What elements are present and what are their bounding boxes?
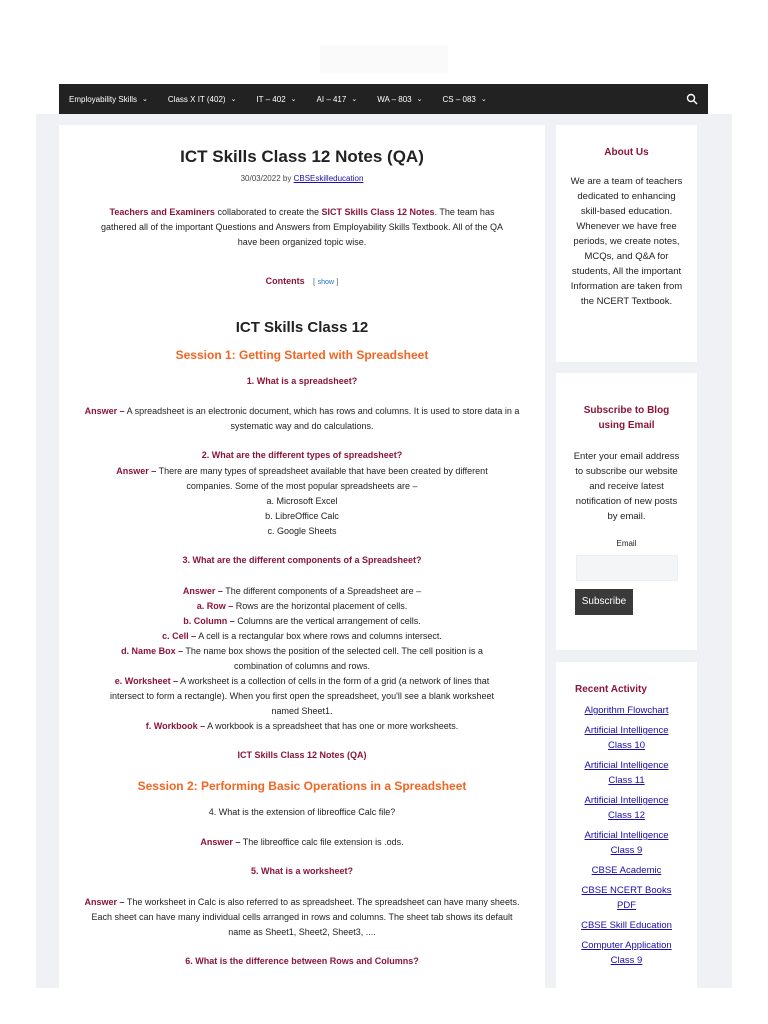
- component-name-box: [59, 644, 545, 674]
- question-3: 3. What are the different components of a Spreadsheet?: [182, 555, 422, 565]
- answer-label: Answer –: [84, 406, 125, 416]
- intro-highlight: SICT Skills Class 12 Notes: [321, 207, 435, 217]
- component-row: [59, 599, 545, 614]
- about-us-widget: [556, 125, 697, 362]
- term-label: e. Worksheet –: [114, 676, 179, 686]
- about-us-text: We are a team of teachers dedicated to enhancing skill-based education. Whenever we have free periods, we create notes, MCQs, and Q&A for students, All the important Information are taken from the NCERT Textbook.: [570, 176, 683, 307]
- subscribe-widget: [556, 373, 697, 650]
- question-2: 2. What are the different types of spreadsheet?: [201, 450, 403, 460]
- chevron-down-icon: ⌄: [480, 96, 487, 103]
- answer-5: [59, 895, 545, 940]
- email-field[interactable]: [576, 555, 678, 581]
- component-column: [59, 614, 545, 629]
- nav-item-class-x-it[interactable]: [158, 84, 247, 114]
- recent-link-cbse-skill-education[interactable]: CBSE Skill Education: [581, 920, 672, 931]
- intro-text: . The team has gathered all of the important Questions and Answers from Employability Skills Textbook. All of the QA have been organized topic wise.: [100, 207, 504, 247]
- answer-label: Answer –: [84, 897, 125, 907]
- contents-toggle-close: ]: [336, 279, 339, 286]
- answer-label: Answer –: [116, 466, 157, 476]
- main-navigation: [59, 84, 708, 114]
- intro-text: collaborated to create the: [214, 207, 322, 217]
- answer-text: The worksheet in Calc is also referred to as spreadsheet. The spreadsheet can have many sheets. Each sheet can have many individual cells arranged in rows and columns. The sheet tab shows its default name as Sheet1, Sheet2, Sheet3, ....: [91, 897, 520, 937]
- answer-4: [59, 835, 545, 850]
- term-label: b. Column –: [183, 616, 235, 626]
- chevron-down-icon: ⌄: [142, 96, 148, 103]
- list-item: b. LibreOffice Calc: [265, 511, 339, 521]
- recent-link-ai-class-12[interactable]: Artificial Intelligence Class 12: [584, 795, 669, 821]
- nav-item-ai-417[interactable]: [307, 84, 368, 114]
- chevron-down-icon: ⌄: [230, 96, 237, 103]
- recent-link-cbse-ncert-books[interactable]: CBSE NCERT Books PDF: [581, 885, 672, 911]
- nav-item-employability-skills[interactable]: [59, 84, 158, 114]
- table-of-contents: [59, 276, 545, 286]
- term-label: a. Row –: [196, 601, 234, 611]
- nav-item-label: CS – 083: [442, 94, 476, 104]
- question-4: 4. What is the extension of libreoffice Calc file?: [208, 807, 396, 817]
- nav-item-label: Employability Skills: [69, 94, 138, 104]
- component-cell: [59, 629, 545, 644]
- recent-activity-title: Recent Activity: [575, 684, 647, 695]
- answer-text: The libreoffice calc file extension is .ods.: [240, 837, 404, 847]
- answer-2: [59, 464, 545, 494]
- question-6: 6. What is the difference between Rows and Columns?: [185, 956, 419, 966]
- nav-item-it-402[interactable]: [246, 84, 306, 114]
- component-worksheet: [59, 674, 545, 719]
- recent-link-ai-class-10[interactable]: Artificial Intelligence Class 10: [584, 725, 669, 751]
- chevron-down-icon: ⌄: [351, 96, 358, 103]
- recent-activity-widget: [556, 662, 697, 988]
- term-text: A worksheet is a collection of cells in the form of a grid (a network of lines that intersect to form a rectangle). When you first open the spreadsheet, you'll see a blank worksheet named Sheet1.: [110, 676, 494, 716]
- subscribe-button[interactable]: Subscribe: [575, 589, 633, 615]
- term-label: c. Cell –: [162, 631, 197, 641]
- recent-link-cbse-academic[interactable]: CBSE Academic: [591, 865, 662, 876]
- question-5: 5. What is a worksheet?: [250, 866, 354, 876]
- article-intro: [59, 205, 545, 250]
- recent-link-algorithm-flowchart[interactable]: Algorithm Flowchart: [584, 705, 669, 716]
- article-date: 30/03/2022: [240, 174, 281, 183]
- term-text: Columns are the vertical arrangement of cells.: [234, 616, 421, 626]
- answer-1: [59, 404, 545, 434]
- recent-link-computer-application-class-9[interactable]: Computer Application Class 9: [581, 940, 672, 966]
- site-logo[interactable]: [320, 45, 448, 73]
- article-by: by: [282, 174, 292, 183]
- nav-item-label: IT – 402: [256, 94, 286, 104]
- session-2-heading: Session 2: Performing Basic Operations in a Spreadsheet: [137, 779, 467, 793]
- article-title: ICT Skills Class 12 Notes (QA): [180, 147, 424, 166]
- article-meta: [59, 174, 545, 183]
- article-main: [59, 125, 545, 988]
- term-text: The name box shows the position of the selected cell. The cell position is a combination of columns and rows.: [183, 646, 483, 671]
- answer-text: The different components of a Spreadsheet are –: [222, 586, 422, 596]
- list-item: a. Microsoft Excel: [266, 496, 338, 506]
- recent-link-ai-class-11[interactable]: Artificial Intelligence Class 11: [584, 760, 669, 786]
- answer-label: Answer –: [200, 837, 241, 847]
- inline-article-link[interactable]: ICT Skills Class 12 Notes (QA): [237, 750, 367, 760]
- recent-link-ai-class-9[interactable]: Artificial Intelligence Class 9: [584, 830, 669, 856]
- term-text: A cell is a rectangular box where rows and columns intersect.: [196, 631, 442, 641]
- answer-text: A spreadsheet is an electronic document, which has rows and columns. It is used to store data in a systematic way and do calculations.: [124, 406, 520, 431]
- author-link[interactable]: CBSEskilleducation: [293, 174, 364, 183]
- section-heading: ICT Skills Class 12: [235, 319, 369, 336]
- intro-highlight: Teachers and Examiners: [109, 207, 215, 217]
- term-label: f. Workbook –: [145, 721, 206, 731]
- nav-item-label: AI – 417: [316, 94, 347, 104]
- list-item: c. Google Sheets: [267, 526, 337, 536]
- about-us-title: About Us: [604, 147, 649, 158]
- nav-item-label: WA – 803: [377, 94, 412, 104]
- subscribe-title: Subscribe to Blog using Email: [583, 405, 670, 431]
- contents-label: Contents: [265, 276, 305, 286]
- nav-item-wa-803[interactable]: [367, 84, 432, 114]
- contents-show-toggle[interactable]: show: [317, 279, 334, 286]
- term-text: Rows are the horizontal placement of cells.: [233, 601, 408, 611]
- subscribe-text: Enter your email address to subscribe our website and receive latest notification of new posts by email.: [573, 451, 680, 522]
- contents-toggle-open: [: [313, 279, 316, 286]
- chevron-down-icon: ⌄: [290, 96, 297, 103]
- nav-item-cs-083[interactable]: [432, 84, 496, 114]
- session-1-heading: Session 1: Getting Started with Spreadsheet: [175, 348, 429, 362]
- answer-text: There are many types of spreadsheet available that have been created by different companies. Some of the most popular spreadsheets are –: [156, 466, 488, 491]
- component-workbook: [59, 719, 545, 734]
- nav-item-label: Class X IT (402): [167, 94, 226, 104]
- term-label: d. Name Box –: [121, 646, 184, 656]
- chevron-down-icon: ⌄: [416, 96, 423, 103]
- answer-3: [59, 584, 545, 599]
- term-text: A workbook is a spreadsheet that has one or more worksheets.: [205, 721, 459, 731]
- question-1: 1. What is a spreadsheet?: [246, 376, 358, 386]
- email-label: Email: [616, 539, 637, 548]
- answer-label: Answer –: [182, 586, 223, 596]
- search-icon[interactable]: [686, 93, 698, 105]
